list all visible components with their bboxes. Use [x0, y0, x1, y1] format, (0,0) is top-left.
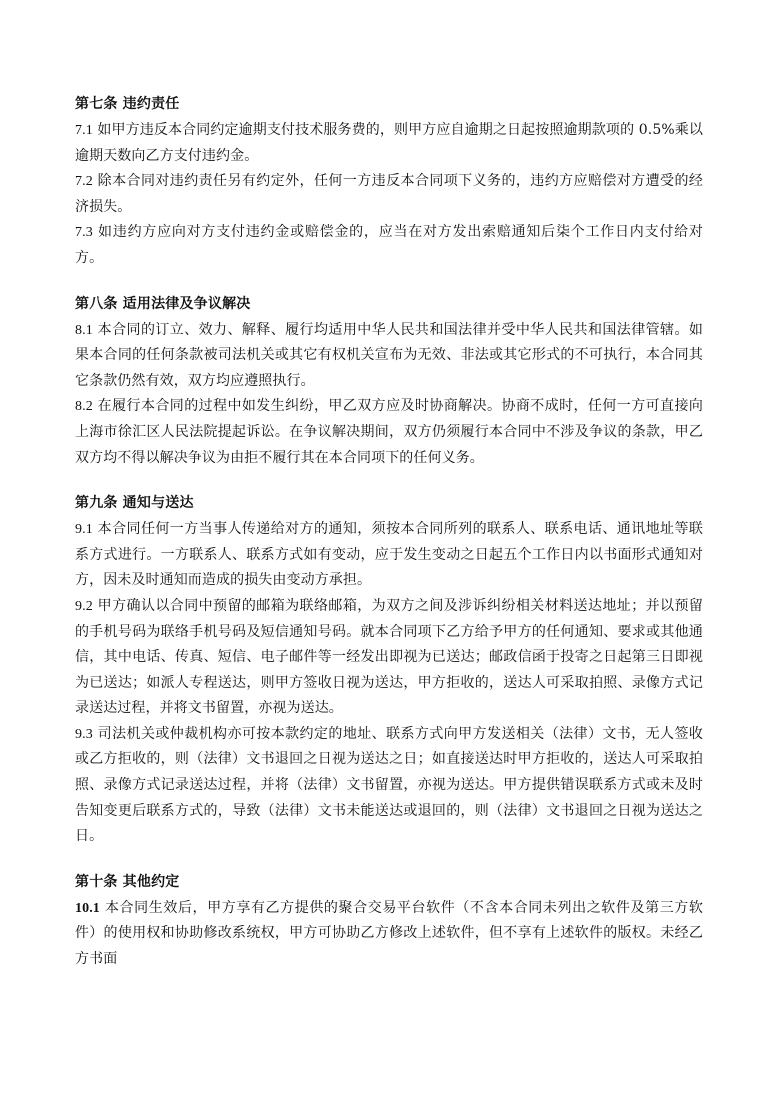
article-title: 第七条 违约责任	[75, 96, 180, 112]
clause-text: 本合同的订立、效力、解释、履行均适用中华人民共和国法律并受中华人民共和国法律管辖。如果本合同的任何条款被司法机关或其它有权机关宣布为无效、非法或其它形式的不可执行，本合同其它条款仍然有效，双方均应遵照执行。	[75, 321, 703, 389]
clause-9-2	[75, 594, 703, 722]
article-title: 第九条 通知与送达	[75, 495, 194, 512]
clause-number: 9.1	[75, 522, 93, 538]
clause-text: 除本合同对违约责任另有约定外，任何一方违反本合同项下义务的，违约方应赔偿对方遭受的经济损失。	[75, 173, 703, 215]
clause-number: 10.1	[75, 900, 100, 916]
clause-7-3	[75, 220, 703, 271]
document-page	[75, 92, 703, 993]
clause-text: 司法机关或仲裁机构亦可按本款约定的地址、联系方式向甲方发送相关（法律）文书，无人签收或乙方拒收的，则（法律）文书退回之日视为送达之日；如直接送达时甲方拒收的，送达人可采取拍照、录像方式记录送达过程，并将（法律）文书留置，亦视为送达。甲方提供错误联系方式或未及时告知变更后联系方式的，导致（法律）文书未能送达或退回的，则（法律）文书退回之日视为送达之日。	[75, 725, 703, 845]
clause-number: 8.2	[75, 399, 93, 415]
clause-number: 8.1	[75, 322, 93, 338]
clause-7-2	[75, 169, 703, 220]
article-10	[75, 870, 703, 973]
clause-text: 本合同任何一方当事人传递给对方的通知，须按本合同所列的联系人、联系电话、通讯地址等联系方式进行。一方联系人、联系方式如有变动，应于发生变动之日起五个工作日内以书面形式通知对方，因未及时通知而造成的损失由变动方承担。	[75, 521, 703, 589]
clause-text: 如甲方违反本合同约定逾期支付技术服务费的，则甲方应自逾期之日起按照逾期款项的 0.5%乘以逾期天数向乙方支付违约金。	[75, 122, 703, 164]
article-7	[75, 92, 703, 272]
clause-9-1	[75, 517, 703, 594]
article-title: 第八条 适用法律及争议解决	[75, 295, 251, 312]
article-title: 第十条 其他约定	[75, 873, 180, 890]
clause-number: 7.3	[75, 225, 93, 241]
clause-text: 如违约方应向对方支付违约金或赔偿金的，应当在对方发出索赔通知后柒个工作日内支付给对方。	[75, 224, 703, 266]
clause-text: 在履行本合同的过程中如发生纠纷，甲乙双方应及时协商解决。协商不成时，任何一方可直接向上海市徐汇区人民法院提起诉讼。在争议解决期间，双方仍须履行本合同中不涉及争议的条款，甲乙双方均不得以解决争议为由拒不履行其在本合同项下的任何义务。	[75, 398, 703, 466]
article-8	[75, 292, 703, 472]
clause-9-3	[75, 722, 703, 850]
clause-number: 7.1	[75, 123, 93, 138]
clause-text: 甲方确认以合同中预留的邮箱为联络邮箱，为双方之间及涉诉纠纷相关材料送达地址；并以预留的手机号码为联络手机号码及短信通知号码。就本合同项下乙方给予甲方的任何通知、要求或其他通信，其中电话、传真、短信、电子邮件等一经发出即视为已送达；邮政信函于投寄之日起第三日即视为已送达；如派人专程送达，则甲方签收日视为送达，甲方拒收的，送达人可采取拍照、录像方式记录送达过程，并将文书留置，亦视为送达。	[75, 597, 703, 717]
clause-number: 9.2	[75, 598, 93, 614]
clause-8-2	[75, 394, 703, 471]
clause-8-1	[75, 318, 703, 395]
clause-10-1	[75, 896, 703, 973]
article-9	[75, 491, 703, 850]
clause-number: 7.2	[75, 174, 93, 190]
clause-7-1	[75, 118, 703, 169]
clause-number: 9.3	[75, 726, 93, 742]
clause-text: 本合同生效后，甲方享有乙方提供的聚合交易平台软件（不含本合同未列出之软件及第三方软件）的使用权和协助修改系统权，甲方可协助乙方修改上述软件，但不享有上述软件的版权。未经乙方书面	[75, 899, 703, 968]
